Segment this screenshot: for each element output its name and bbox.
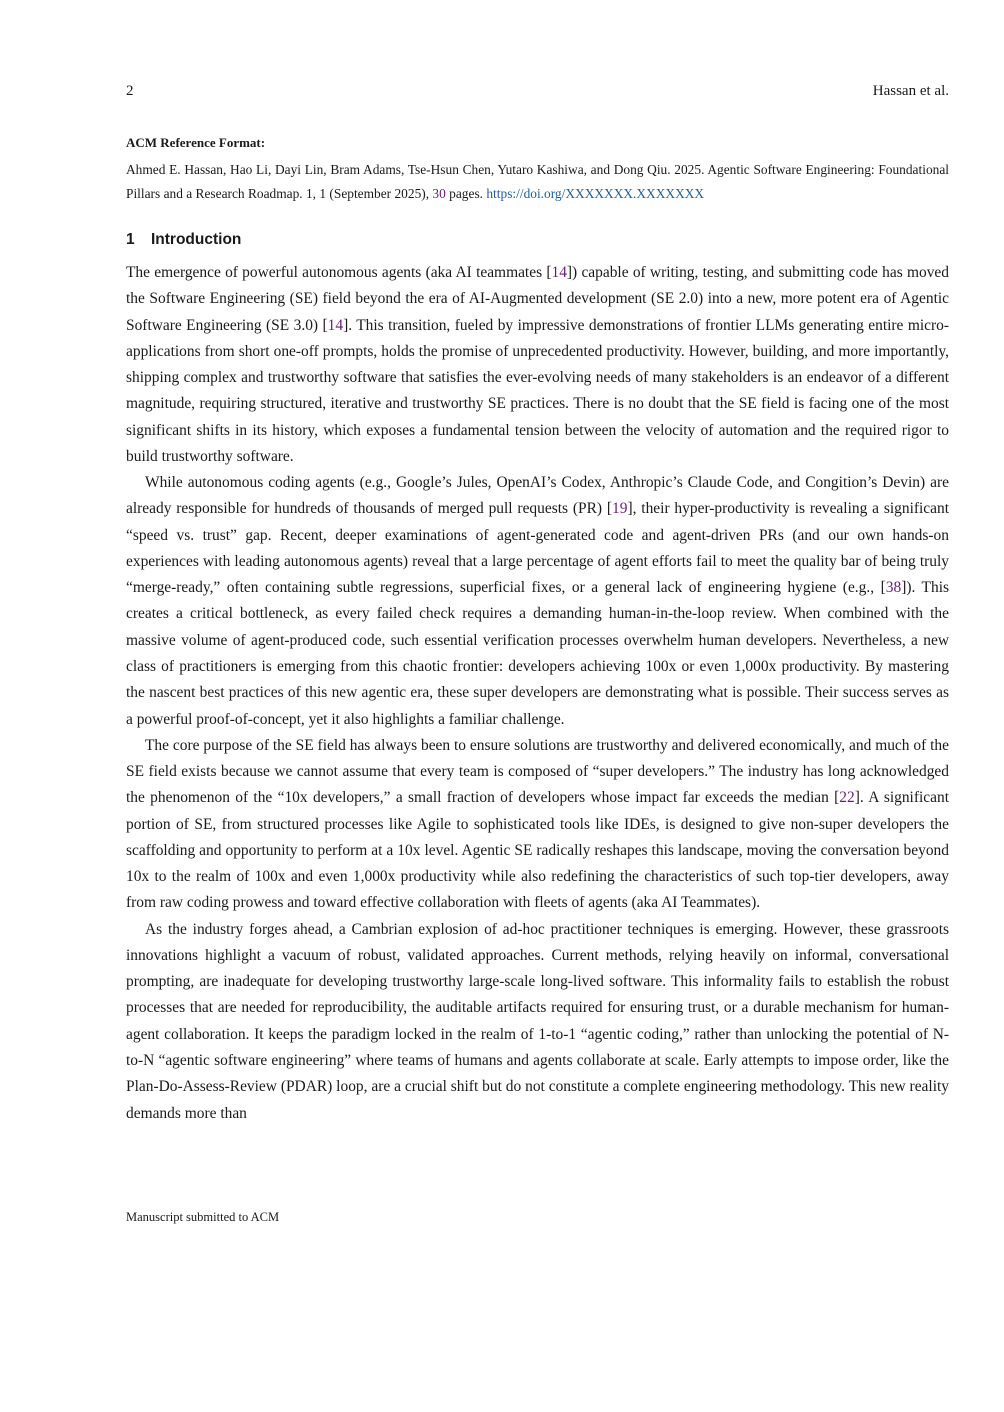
running-head-authors: Hassan et al. (872, 83, 949, 99)
section-heading (126, 229, 241, 251)
paragraph-text: ], their hyper-productivity is revealing a significant “speed vs. trust” gap. Recent, deeper examinations of agent-generated code and agent-driven PRs (and our own hands-on experiences with leading autonomous agents) reveal that a large percentage of agent efforts fail to meet the quality bar of being truly “merge-ready,” often containing subtle regressions, superficial fixes, or a general lack of engineering hygiene (e.g., [ (126, 500, 949, 597)
citation-link[interactable]: 14 (551, 264, 567, 281)
paragraph-text: ]. This transition, fueled by impressive demonstrations of frontier LLMs generating entire micro-applications from short one-off prompts, holds the promise of unprecedented productivity. However, building, and more importantly, shipping complex and trustworthy software that satisfies the ever-evolving needs of many stakeholders is an endeavor of a different magnitude, requiring structured, iterative and trustworthy SE practices. There is no doubt that the SE field is facing one of the most significant shifts in its history, which exposes a fundamental tension between the velocity of automation and the required rigor to build trustworthy software. (126, 316, 949, 465)
paragraph-text: The emergence of powerful autonomous agents (aka AI teammates [ (126, 264, 552, 281)
manuscript-footer: Manuscript submitted to ACM (126, 1210, 280, 1224)
reference-format-heading: ACM Reference Format: (126, 135, 266, 150)
reference-format-text (126, 158, 949, 206)
section-title: Introduction (151, 231, 242, 248)
reference-citation-text: Ahmed E. Hassan, Hao Li, Dayi Lin, Bram Adams, Tse-Hsun Chen, Yutaro Kashiwa, and Dong Qiu. 2025. Agentic Software Engineering: Foundational Pillars and a Research Roadmap. 1, 1 (September 2025), (126, 162, 949, 201)
citation-link[interactable]: 38 (885, 579, 902, 597)
paragraph (126, 733, 949, 917)
citation-link[interactable]: 14 (327, 316, 344, 334)
citation-link[interactable]: 19 (612, 500, 628, 518)
paragraph-text: While autonomous coding agents (e.g., Google’s Jules, OpenAI’s Codex, Anthropic’s Claude Code, and Congition’s Devin) are already responsible for hundreds of thousands of merged pull requests (PR) [ (126, 474, 949, 518)
body-text (126, 260, 949, 1127)
citation-link[interactable]: 22 (839, 789, 855, 807)
paragraph (126, 470, 949, 733)
paragraph (126, 260, 949, 470)
paragraph (126, 917, 949, 1127)
doi-link[interactable]: https://doi.org/XXXXXXX.XXXXXXX (486, 186, 705, 201)
paragraph-text: ]. A significant portion of SE, from structured processes like Agile to sophisticated tools like IDEs, is designed to give non-super developers the scaffolding and opportunity to perform at a 10x level. Agentic SE radically reshapes this landscape, moving the conversation beyond 10x to the realm of 100x and even 1,000x productivity while also redefining the characteristics of such top-tier developers, away from raw coding prowess and toward effective collaboration with fleets of agents (aka AI Teammates). (126, 789, 949, 912)
page-count-link[interactable]: 30 (432, 186, 446, 201)
reference-pages-label: pages. (445, 186, 487, 201)
page-number: 2 (126, 83, 134, 99)
paragraph-text: The core purpose of the SE field has always been to ensure solutions are trustworthy and delivered economically, and much of the SE field exists because we cannot assume that every team is composed of “super developers.” The industry has long acknowledged the phenomenon of the “10x developers,” a small fraction of developers whose impact far exceeds the median [ (126, 736, 949, 807)
paragraph-text: ]) capable of writing, testing, and submitting code has moved the Software Engineering (SE) field beyond the era of AI-Augmented development (SE 2.0) into a new, more potent era of Agentic Software Engineering (SE 3.0) [ (126, 264, 949, 334)
section-number: 1 (126, 231, 135, 248)
running-head (126, 82, 949, 100)
paragraph-text: ]). This creates a critical bottleneck, as every failed check requires a demanding human-in-the-loop review. When combined with the massive volume of agent-produced code, such essential verification processes overwhelm human developers. Nevertheless, a new class of practitioners is emerging from this chaotic frontier: developers achieving 100x or even 1,000x productivity. By mastering the nascent best practices of this new agentic era, these super developers are demonstrating what is possible. Their success serves as a powerful proof-of-concept, yet it also highlights a familiar challenge. (126, 579, 949, 728)
acm-reference-format (126, 134, 949, 206)
paragraph-text: As the industry forges ahead, a Cambrian explosion of ad-hoc practitioner techniques is emerging. However, these grassroots innovations highlight a vacuum of robust, validated approaches. Current methods, relying heavily on informal, conversational prompting, are inadequate for developing trustworthy large-scale long-lived software. This informality fails to establish the robust processes that are needed for reproducibility, the auditable artifacts required for ensuring trust, or a durable mechanism for human-agent collaboration. It keeps the paradigm locked in the realm of 1-to-1 “agentic coding,” rather than unlocking the potential of N-to-N “agentic software engineering” where teams of humans and agents collaborate at scale. Early attempts to impose order, like the Plan-Do-Assess-Review (PDAR) loop, are a crucial shift but do not constitute a complete engineering methodology. This new reality demands more than (126, 920, 949, 1122)
